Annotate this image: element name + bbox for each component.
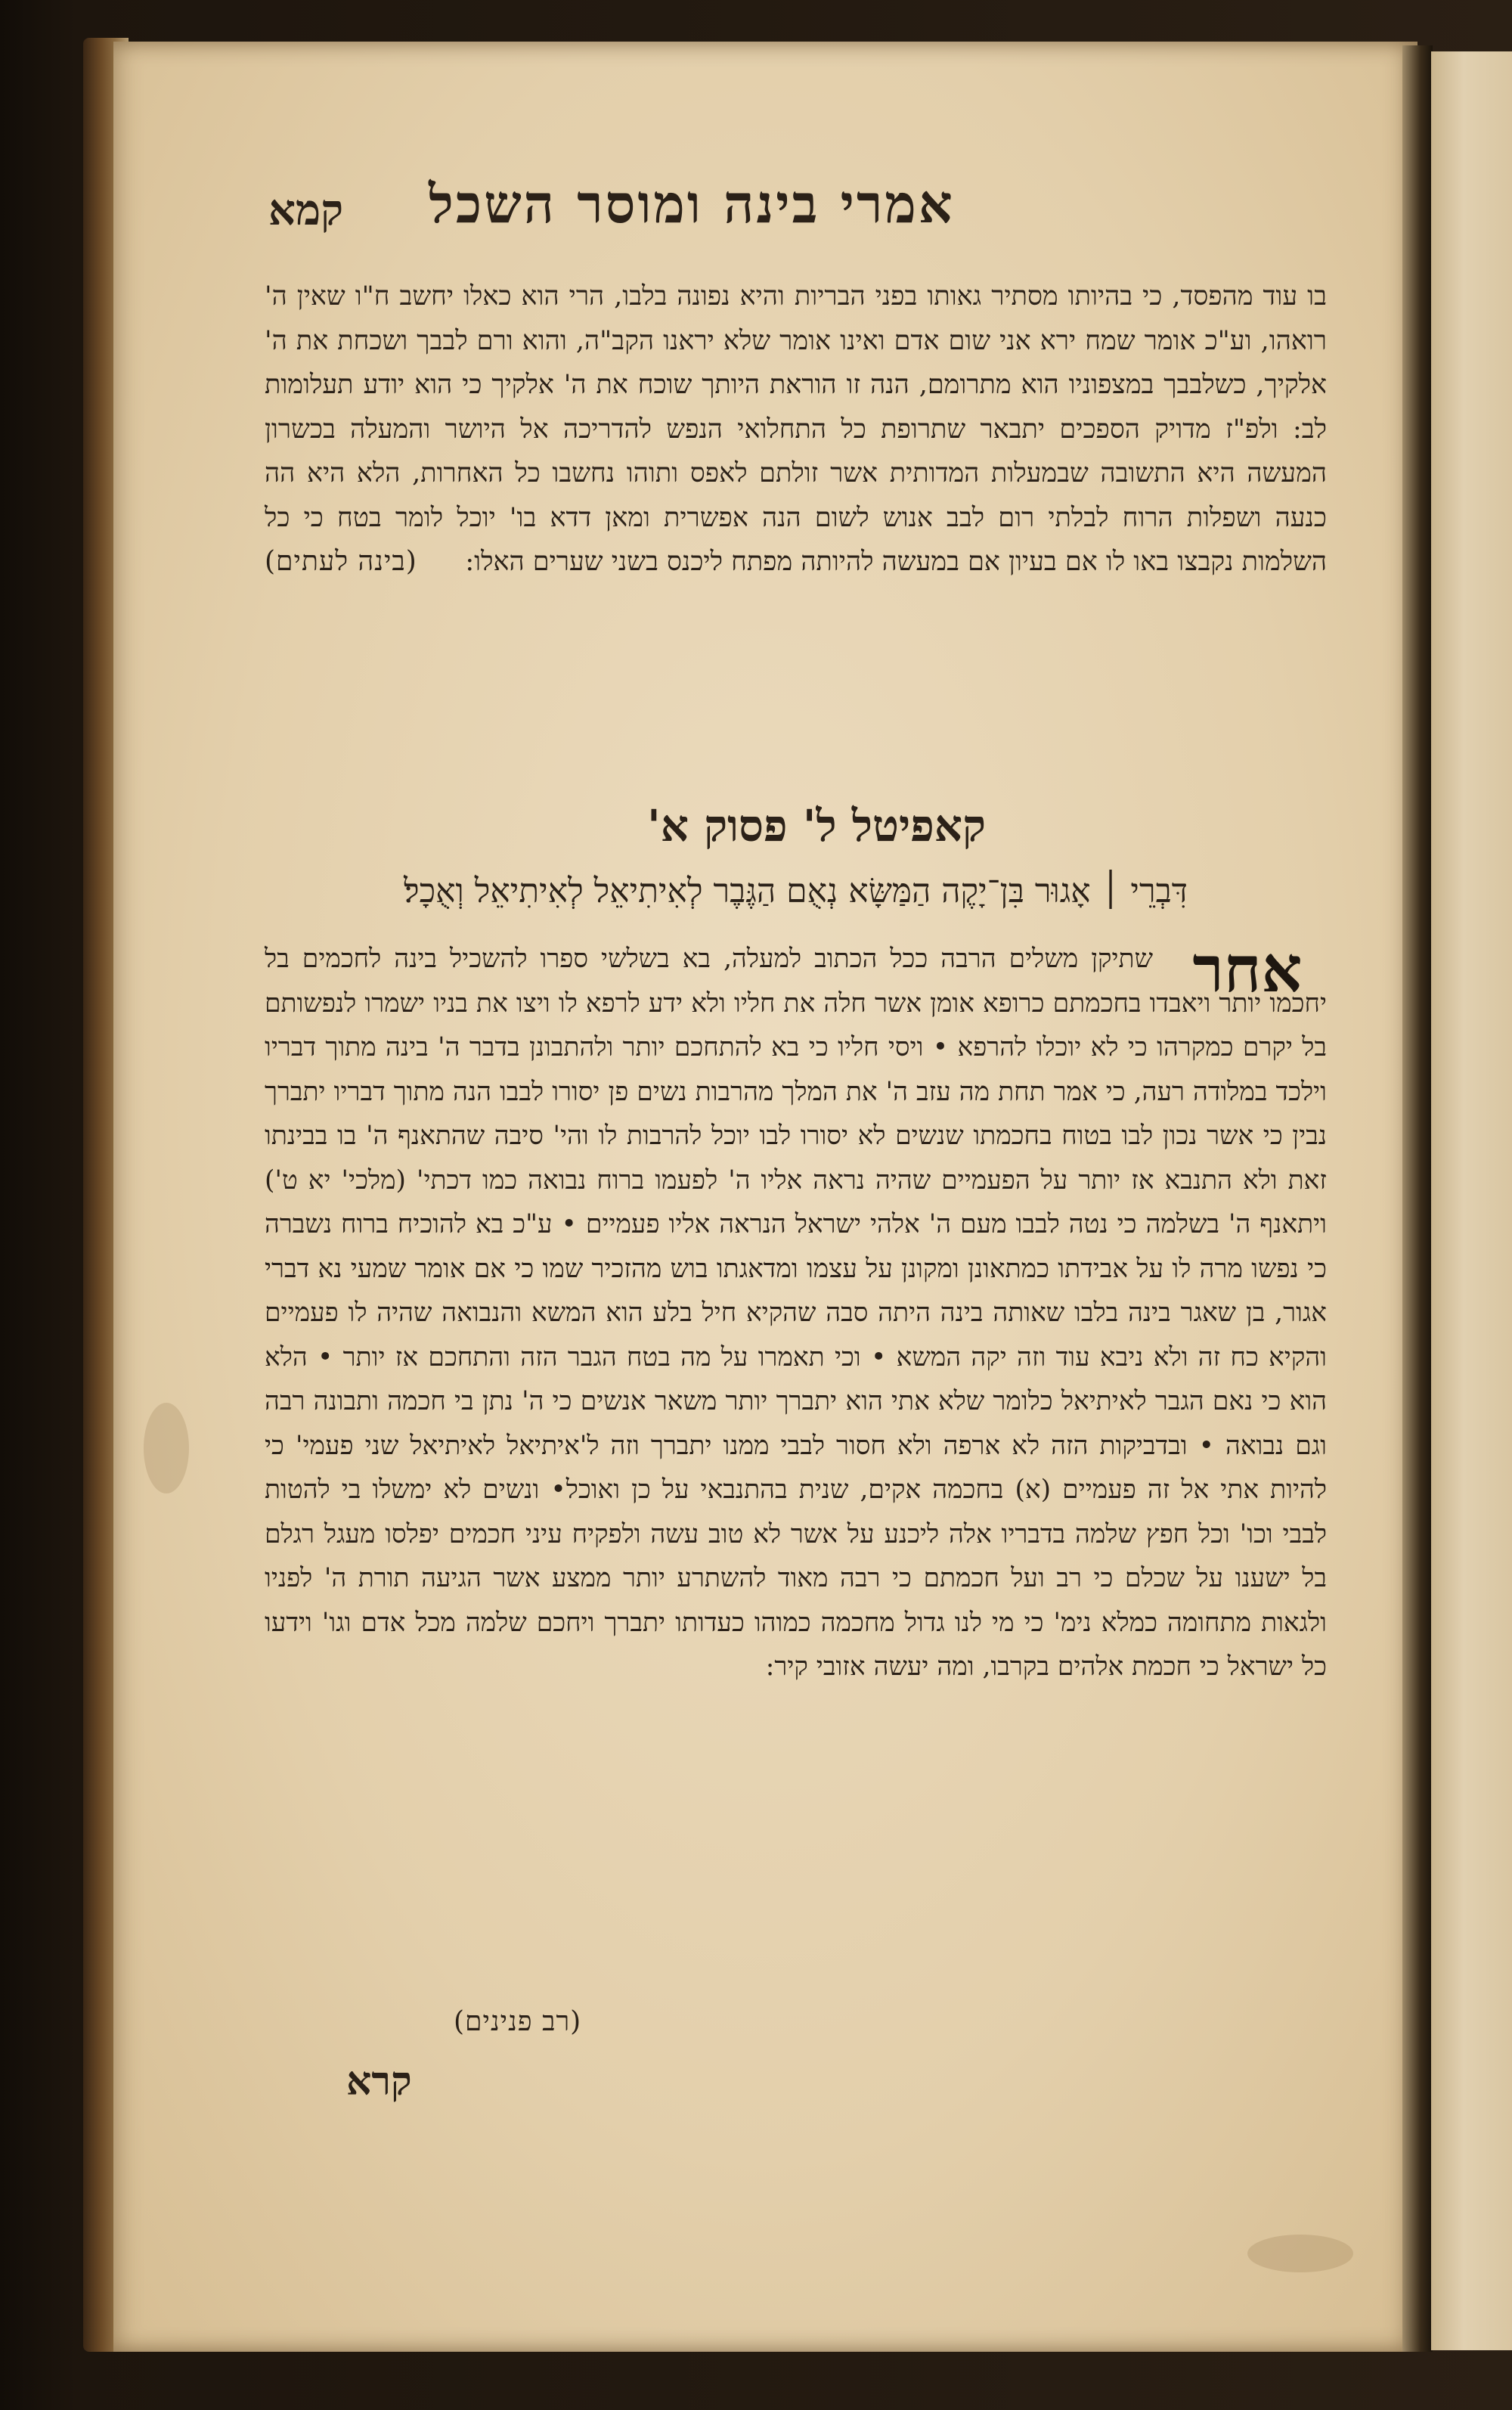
chapter-heading: קאפיטל ל' פסוק א' [646, 800, 987, 851]
verse-text: דִּבְרֵי ׀ אָגוּר בִּן־יָקֶה הַמַּשָּׂא נְאֻם הַגֶּבֶר לְאִיתִיאֵל לְאִיתִיאֵל וְאֻכָל׃ [404, 872, 1188, 910]
paragraph-1-text: בו עוד מהפסד, כי בהיותו מסתיר גאותו בפני הבריות והיא נפונה בלבו, הרי הוא כאלו יחשב ח"ו שאין ה' רואהו, וע"כ אומר שמח ירא אני שום אדם ואינו אומר שלא יראנו הקב"ה, והוא ורם לבבך ושכחת את ה' אלקיך, כשלבבך במצפוניו הוא מתרומם, הנה זו הוראת היותך שוכח את ה' אלקיך כי הוא יודע תעלומות לב: ולפ"ז מדויק הספכים יתבאר שתרופת כל התחלואי הנפש להדריכה אל היושר והמעלה בכשרון המעשה היא התשובה שבמעלות המדותית אשר זולתם לאפס ותוהו נחשבו כל האחרות, הלא היא הה כנעה ושפלות הרוח לבלתי רום לבב אנוש לשום הנה אפשרית ומאן דדא בו' יוכל לומר בטח כי כל השלמות נקבצו באו לו אם בעיון אם במעשה להיותה מפתח ליכנס בשני שערים האלו: [265, 281, 1327, 577]
paragraph-1-source: (בינה לעתים) [265, 546, 417, 577]
paragraph-2-source: (רב פנינים) [454, 2006, 582, 2037]
page-stain [1247, 2235, 1353, 2272]
running-head-title: אמרי בינה ומוסר השכל [429, 172, 955, 235]
catchword: קרא [346, 2058, 412, 2104]
paragraph-1 [265, 274, 1327, 585]
paragraph-2-text: שתיקן משלים הרבה ככל הכתוב למעלה, בא בשלשי ספרו להשכיל בינה לחכמים בל יחכמו יותר ויאבדו בחכמתם כרופא אומן אשר חלה את חליו ולא ידע לרפא לו ויצו את בניו ישמרו לנפשותם בל יקרם כמקרהו כי לא יוכלו להרפא • ויסי חליו כי בא להתחכם יותר ולהתבונן בדבר ה' בינה מתוך דבריו וילכד במלודה רעה, כי אמר תחת מה עזב ה' את המלך מהרבות נשים פן יסורו לבבו הנה מתוך דבריו יתברך נבין כי אשר נכון לבו בטוח בחכמתו שנשים לא יסורו לבו יוכל להרבות לו והי' סיבה שהתאנף ה' בו בבינתו זאת ולא התנבא אז יותר על הפעמיים שהיה נראה אליו ה' לפעמו ברוח נבואה כמו דכתי' (מלכי' יא ט') ויתאנף ה' בשלמה כי נטה לבבו מעם ה' אלהי ישראל הנראה אליו פעמיים • ע"כ בא להוכיח ברוח נשברה כי נפשו מרה לו על אבידתו כמתאונן ומקונן על עצמו ומדאגתו בוש מהזכיר שמו כי אם אומר שמעי נא דברי אגור, בן שאגר בינה בלבו שאותה בינה היתה סבה שהקיא חיל בלע הוא המשא והנבואה שהיה לו פעמיים והקיא כח זה ולא ניבא עוד וזה יקה המשא • וכי תאמרו על מה בטח הגבר הזה והתחכם אז יותר • הלא הוא כי נאם הגבר לאיתיאל כלומר שלא אתי הוא יתברך יותר משאר אנשים כי ה' נתן בי חכמה ותבונה רבה וגם נבואה • ובדביקות הזה לא ארפה ולא חסור לבבי ממנו יתברך וזה ל'איתיאל לאיתיאל שני פעמי' כי להיות אתי אל זה פעמיים (א) בחכמה אקים, שנית בהתנבאי על כן ואוכל• ונשים לא ימשלו בי להטות לבבי וכו' וכל חפץ שלמה בדבריו אלה ליכנע על אשר לא טוב עשה ולפקיח עיני חכמים יפלסו מעגל רגלם בל ישענו על שכלם כי רב ועל חכמתם כי רבה מאוד להשתרע יותר ממצע אשר הגיעה תורת ה' לפניו ולגאות מתחומה כמלא נימ' כי מי לנו גדול מחכמה כמוהו כעדותו יתברך ויחכם שלמה מכל אדם וגו' וידעו כל ישראל כי חכמת אלהים בקרבו, ומה יעשה אזובי קיר: [265, 944, 1327, 1682]
book-gutter [1402, 45, 1433, 2352]
folio-number: קמא [268, 185, 344, 235]
initial-word: אחר [1192, 932, 1303, 1006]
paragraph-2 [265, 937, 1327, 1689]
page-right-edge [1431, 51, 1512, 2350]
page-stain [144, 1403, 189, 1493]
